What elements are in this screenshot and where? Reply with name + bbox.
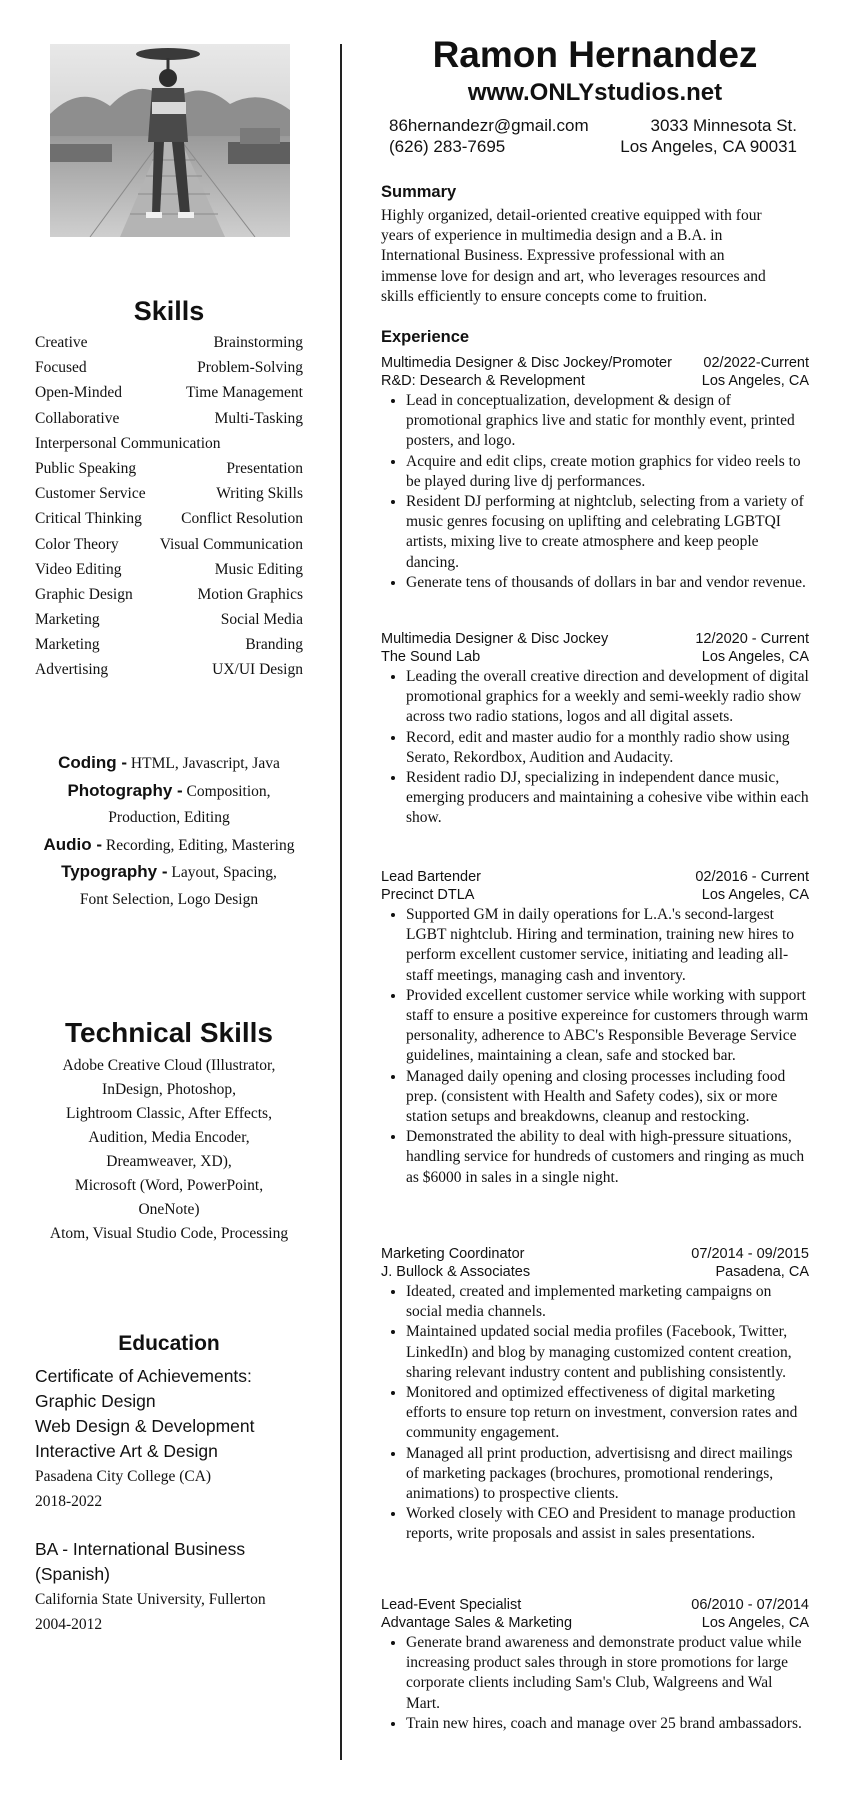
skill-item: Presentation xyxy=(226,459,303,477)
job-title: Multimedia Designer & Disc Jockey/Promoter xyxy=(381,355,672,371)
job-entry xyxy=(381,630,809,829)
photography-text: Production, Editing xyxy=(108,809,230,826)
job-entry xyxy=(381,1596,809,1734)
contact-info xyxy=(389,115,797,157)
job-header xyxy=(381,354,809,372)
job-bullet: • Acquire and edit clips, create motion graphics for video reels to be played during live dj performances. xyxy=(406,452,809,492)
job-title: Multimedia Designer & Disc Jockey xyxy=(381,631,609,647)
job-bullet: • Maintained updated social media profiles (Facebook, Twitter, LinkedIn) and blog by managing customized content creation, sharing relevant industry content and publishing consistently. xyxy=(406,1322,809,1383)
skill-item: Problem-Solving xyxy=(197,359,303,377)
job-bullets xyxy=(381,1282,809,1545)
technical-skill-line: Dreamweaver, XD), xyxy=(106,1153,232,1170)
contact-row xyxy=(389,136,797,157)
email-link[interactable]: 86hernandezr@gmail.com xyxy=(389,116,589,135)
job-company: J. Bullock & Associates xyxy=(381,1264,531,1280)
skill-row xyxy=(35,456,303,481)
job-subheader xyxy=(381,1614,809,1632)
certificate-school: Pasadena City College (CA) xyxy=(35,1468,212,1485)
job-bullet: • Generate tens of thousands of dollars in bar and vendor revenue. xyxy=(406,573,809,593)
job-dates: 02/2022-Current xyxy=(703,355,809,371)
job-bullet: • Worked closely with CEO and President to manage production reports, write proposals and assist in sales presentations. xyxy=(406,1504,809,1544)
skill-row xyxy=(35,481,303,506)
skill-item: Customer Service xyxy=(35,485,146,503)
skill-item: UX/UI Design xyxy=(212,661,303,679)
job-bullet: • Ideated, created and implemented marketing campaigns on social media channels. xyxy=(406,1282,809,1322)
job-subheader xyxy=(381,372,809,390)
job-entry xyxy=(381,354,809,593)
technical-skills-heading: Technical Skills xyxy=(64,1017,274,1048)
skill-item: Multi-Tasking xyxy=(214,409,303,427)
technical-skill-line: InDesign, Photoshop, xyxy=(102,1081,236,1098)
skill-item: Public Speaking xyxy=(35,459,137,477)
photography-label: Photography - xyxy=(67,780,183,800)
job-bullet: • Monitored and optimized effectiveness of digital marketing efforts to ensure top return on investment, conversion rates and community engagement. xyxy=(406,1383,809,1444)
certificate-years: 2018-2022 xyxy=(35,1493,103,1510)
profile-photo xyxy=(50,44,290,237)
typography-label: Typography - xyxy=(61,862,168,881)
job-company: The Sound Lab xyxy=(381,649,481,665)
skill-item: Color Theory xyxy=(35,535,119,553)
job-bullet: • Lead in conceptualization, development & design of promotional graphics live and static for monthly event, printed posters, and logo. xyxy=(406,391,809,452)
job-company: Precinct DTLA xyxy=(381,887,475,903)
technical-skill-line: Microsoft (Word, PowerPoint, xyxy=(74,1177,264,1194)
job-title: Lead-Event Specialist xyxy=(381,1597,522,1613)
job-subheader xyxy=(381,1263,809,1281)
skill-row xyxy=(35,657,303,682)
audio-label: Audio - xyxy=(43,834,103,854)
skill-row xyxy=(35,582,303,607)
typography-text: Font Selection, Logo Design xyxy=(79,890,259,908)
certificate-program: Interactive Art & Design xyxy=(35,1441,218,1461)
certificate-program: Web Design & Development xyxy=(35,1416,255,1436)
coding-label: Coding - xyxy=(58,753,128,772)
skill-item: Social Media xyxy=(220,611,303,629)
job-subheader xyxy=(381,648,809,666)
skill-row xyxy=(35,506,303,531)
typography-text: Layout, Spacing, xyxy=(171,864,277,881)
skill-row xyxy=(35,380,303,405)
typography-line xyxy=(35,859,303,887)
coding-line xyxy=(35,750,303,778)
skills-table xyxy=(35,330,303,683)
job-bullet: • Train new hires, coach and manage over 25 brand ambassadors. xyxy=(406,1714,809,1734)
job-entry xyxy=(381,868,809,1188)
technical-skill-line: Audition, Media Encoder, xyxy=(88,1129,250,1146)
summary-text xyxy=(381,206,809,307)
skill-row xyxy=(35,557,303,582)
job-bullets xyxy=(381,391,809,593)
skill-row xyxy=(35,607,303,632)
job-bullet: • Provided excellent customer service while working with support staff to ensure a positive expereince for customers through warm personality, adherence to ABC's Responsible Beverage Service guidelines, maintaining a clean, safe and stocked bar. xyxy=(406,986,809,1067)
job-header xyxy=(381,868,809,886)
technical-skill-line: Lightroom Classic, After Effects, xyxy=(66,1105,272,1122)
skill-row xyxy=(35,406,303,431)
profile-photo-graphic xyxy=(50,44,290,237)
skill-item: Focused xyxy=(35,359,87,377)
degree-school: California State University, Fullerton xyxy=(35,1591,266,1608)
summary-line: International Business. Expressive professional with an xyxy=(381,247,725,265)
job-company: R&D: Desearch & Revelopment xyxy=(381,373,585,389)
job-dates: 07/2014 - 09/2015 xyxy=(691,1246,809,1262)
photography-line xyxy=(35,778,303,806)
job-location: Los Angeles, CA xyxy=(701,373,809,389)
skill-row xyxy=(35,632,303,657)
job-company: Advantage Sales & Marketing xyxy=(381,1615,573,1631)
job-title: Marketing Coordinator xyxy=(381,1246,525,1262)
summary-heading: Summary xyxy=(381,183,457,201)
technical-skill-line: Atom, Visual Studio Code, Processing xyxy=(49,1225,289,1242)
skill-item: Marketing xyxy=(35,636,100,654)
job-bullet: • Resident radio DJ, specializing in independent dance music, emerging producers and maintaining a cohesive vibe within each show. xyxy=(406,768,809,829)
education-block xyxy=(35,1364,303,1637)
job-bullets xyxy=(381,667,809,829)
specialties xyxy=(35,750,303,913)
certificate-title: Certificate of Achievements: xyxy=(35,1366,252,1386)
address-line: 3033 Minnesota St. xyxy=(650,116,797,135)
typography-line-2 xyxy=(35,887,303,914)
coding-text: HTML, Javascript, Java xyxy=(130,755,280,772)
audio-text: Recording, Editing, Mastering xyxy=(105,836,295,854)
summary-line: years of experience in multimedia design and a B.A. in xyxy=(381,227,723,245)
skill-item: Interpersonal Communication xyxy=(35,434,221,452)
contact-row xyxy=(389,115,797,136)
job-title: Lead Bartender xyxy=(381,869,481,885)
skill-item: Writing Skills xyxy=(216,485,303,503)
job-bullets xyxy=(381,1633,809,1734)
degree-years: 2004-2012 xyxy=(35,1616,103,1633)
job-bullets xyxy=(381,905,809,1188)
column-divider xyxy=(340,44,342,1760)
job-bullet: • Managed daily opening and closing processes including food prep. (consistent with Health and Safety codes), six or more station setups and breakdowns, cleanup and restocking. xyxy=(406,1067,809,1128)
technical-skill-line: Adobe Creative Cloud (Illustrator, xyxy=(62,1057,276,1074)
job-location: Los Angeles, CA xyxy=(701,1615,809,1631)
skill-row xyxy=(35,355,303,380)
skill-row xyxy=(35,330,303,355)
certificate-program: Graphic Design xyxy=(35,1391,156,1411)
skill-row xyxy=(35,532,303,557)
summary-line: Highly organized, detail-oriented creative equipped with four xyxy=(381,207,762,224)
skill-item: Advertising xyxy=(35,661,109,679)
summary-line: immense love for design and art, who leverages resources and xyxy=(381,267,766,285)
job-dates: 12/2020 - Current xyxy=(695,631,809,647)
skill-item: Open-Minded xyxy=(35,384,122,402)
job-dates: 02/2016 - Current xyxy=(695,869,809,885)
skill-item: Time Management xyxy=(186,384,303,402)
skill-item: Graphic Design xyxy=(35,585,133,603)
job-bullet: • Demonstrated the ability to deal with high-pressure situations, handling service for hundreds of customers and ringing as much as $6000 in sales in a single night. xyxy=(406,1127,809,1188)
audio-line xyxy=(35,832,303,860)
job-bullet: • Resident DJ performing at nightclub, selecting from a variety of music genres focusing on uplifting and celebrating LGBTQI artists, mixing live to create atmosphere and keep people dancing. xyxy=(406,492,809,573)
experience-heading: Experience xyxy=(381,328,470,346)
job-header xyxy=(381,1245,809,1263)
job-bullet: • Supported GM in daily operations for L.A.'s second-largest LGBT nightclub. Hiring and termination, training new hires to perform excellent customer service, initiating and leading all-staff meetings, managing cash and inventory. xyxy=(406,905,809,986)
skill-item: Video Editing xyxy=(35,560,122,578)
skill-item: Branding xyxy=(245,636,303,654)
skills-heading: Skills xyxy=(133,296,205,326)
website-link[interactable]: www.ONLYstudios.net xyxy=(467,79,723,106)
skill-item: Brainstorming xyxy=(213,334,303,351)
job-location: Los Angeles, CA xyxy=(701,887,809,903)
job-header xyxy=(381,1596,809,1614)
technical-skill-line: OneNote) xyxy=(138,1201,200,1218)
job-dates: 06/2010 - 07/2014 xyxy=(691,1597,809,1613)
job-bullet: • Generate brand awareness and demonstrate product value while increasing product sales through in store promotions for large corporate clients including Sam's Club, Walgreens and Wal Mart. xyxy=(406,1633,809,1714)
technical-skills-list xyxy=(35,1054,303,1246)
job-header xyxy=(381,630,809,648)
skill-item: Conflict Resolution xyxy=(181,510,303,528)
job-bullet: • Record, edit and master audio for a monthly radio show using Serato, Rekordbox, Audition and Audacity. xyxy=(406,728,809,768)
skill-item: Motion Graphics xyxy=(197,585,303,603)
education-heading: Education xyxy=(118,1332,220,1355)
job-bullet: • Managed all print production, advertisisng and direct mailings of marketing packages (brochures, promotional renderings, animations) to prospective clients. xyxy=(406,1444,809,1505)
skill-item: Creative xyxy=(35,334,88,351)
job-entry xyxy=(381,1245,809,1545)
job-bullet: • Leading the overall creative direction and development of digital promotional graphics for a weekly and semi-weekly radio show across two radio stations, logos and all digital assets. xyxy=(406,667,809,728)
degree-title-2: (Spanish) xyxy=(35,1564,110,1584)
skill-item: Music Editing xyxy=(214,560,303,578)
skill-row xyxy=(35,431,303,456)
phone-number: (626) 283-7695 xyxy=(389,137,506,156)
skill-item: Visual Communication xyxy=(159,535,303,553)
skill-item: Collaborative xyxy=(35,409,120,427)
photography-line-2 xyxy=(35,805,303,832)
skill-item: Marketing xyxy=(35,611,100,629)
address-line: Los Angeles, CA 90031 xyxy=(620,137,797,156)
photography-text: Composition, xyxy=(186,782,271,800)
job-location: Pasadena, CA xyxy=(715,1264,809,1280)
candidate-name: Ramon Hernandez xyxy=(432,34,758,75)
skill-item: Critical Thinking xyxy=(35,510,142,528)
summary-line: skills efficiently to ensure concepts come to fruition. xyxy=(381,287,707,305)
job-location: Los Angeles, CA xyxy=(701,649,809,665)
degree-title: BA - International Business xyxy=(35,1539,246,1559)
job-subheader xyxy=(381,886,809,904)
